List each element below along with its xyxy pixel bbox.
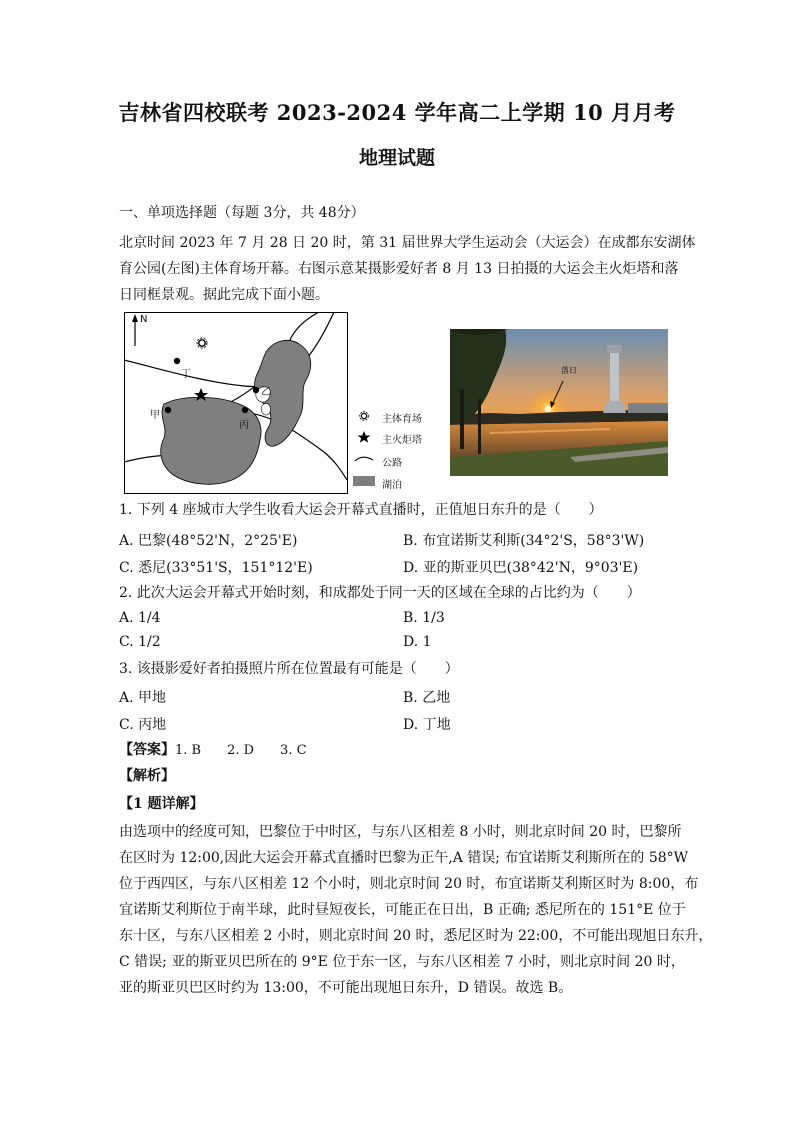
legend-stadium-symbol xyxy=(360,412,369,421)
question-2-option-b: B. 1/3 xyxy=(403,610,445,626)
answer-label: 【答案】 xyxy=(119,742,175,758)
document-subtitle: 地理试题 xyxy=(358,147,435,169)
legend-lake: 湖泊 xyxy=(382,480,402,491)
park-map-svg xyxy=(124,312,424,494)
intro-line-3: 日同框景观。据此完成下面小题。 xyxy=(119,287,329,303)
answer-line xyxy=(119,740,307,761)
question-3-stem: 3. 该摄影爱好者拍摄照片所在位置最有可能是（ ） xyxy=(119,661,459,677)
question-1-option-d: D. 亚的斯亚贝巴(38°42'N，9°03'E) xyxy=(403,560,639,576)
park-map xyxy=(124,312,424,494)
question-1-stem: 1. 下列 4 座城市大学生收看大运会开幕式直播时，正值旭日东升的是（ ） xyxy=(119,502,603,518)
intro-line-1: 北京时间 2023 年 7 月 28 日 20 时，第 31 届世界大学生运动会（大运会）在成都东安湖体 xyxy=(119,235,696,251)
legend-torch-star xyxy=(358,431,371,443)
analysis-line-4: 宜诺斯艾利斯位于南半球，此时昼短夜长，可能正在日出，B 正确; 悉尼所在的 151°E 位于 xyxy=(119,902,686,918)
bridge xyxy=(628,403,668,413)
question-2-stem: 2. 此次大运会开幕式开始时刻，和成都处于同一天的区域在全球的占比约为（ ） xyxy=(119,585,641,601)
analysis-line-2: 在区时为 12:00,因此大运会开幕式直播时巴黎为正午,A 错误; 布宜诺斯艾利斯所在的 58°W xyxy=(119,850,689,866)
analysis-line-3: 位于西四区，与东八区相差 12 个小时，则北京时间 20 时，布宜诺斯艾利斯区时为 8:00，布 xyxy=(119,876,699,892)
point-bing xyxy=(242,407,248,413)
question-2-option-a: A. 1/4 xyxy=(119,610,161,626)
section-heading: 一、单项选择题（每题 3分，共 48分） xyxy=(119,205,365,221)
legend-stadium: 主体育场 xyxy=(382,414,422,425)
label-jia: 甲 xyxy=(150,410,160,421)
question-3-option-d: D. 丁地 xyxy=(403,717,451,733)
answer-values: 1. B 2. D 3. C xyxy=(175,743,307,758)
analysis-line-6: C 错误; 亚的斯亚贝巴所在的 9°E 位于东一区，与东八区相差 7 小时，则北京时间 20 时， xyxy=(119,954,685,970)
sunset-photo-svg xyxy=(450,329,668,476)
legend-lake-swatch xyxy=(353,476,375,486)
point-ding xyxy=(174,358,180,364)
question-3-option-b: B. 乙地 xyxy=(403,690,451,706)
sunset-annotation: 落日 xyxy=(561,366,577,375)
question-3-option-a: A. 甲地 xyxy=(119,690,167,706)
legend-torch: 主火炬塔 xyxy=(382,435,422,446)
legend-road-line xyxy=(355,457,373,461)
question-2-option-c: C. 1/2 xyxy=(119,634,161,650)
analysis-line-1: 由选项中的经度可知，巴黎位于中时区，与东八区相差 8 小时，则北京时间 20 时，巴黎所 xyxy=(119,824,682,840)
sunset-photo xyxy=(450,329,668,476)
point-jia xyxy=(165,407,171,413)
detail-label: 【1 题详解】 xyxy=(119,796,204,812)
question-1-option-a: A. 巴黎(48°52'N，2°25'E) xyxy=(119,533,298,549)
analysis-line-5: 东十区，与东八区相差 2 小时，则北京时间 20 时，悉尼区时为 22:00，不可能出现旭日东升， xyxy=(119,928,713,944)
analysis-label: 【解析】 xyxy=(119,768,175,784)
analysis-line-7: 亚的斯亚贝巴区时约为 13:00，不可能出现旭日东升，D 错误。故选 B。 xyxy=(119,980,573,996)
legend-road: 公路 xyxy=(382,458,402,469)
label-yi: 乙 xyxy=(261,387,271,398)
point-yi xyxy=(253,387,259,393)
question-3-option-c: C. 丙地 xyxy=(119,717,167,733)
question-2-option-d: D. 1 xyxy=(403,634,432,650)
intro-line-2: 育公园(左图)主体育场开幕。右图示意某摄影爱好者 8 月 13 日拍摄的大运会主火炬塔和落 xyxy=(119,261,679,277)
label-bing: 丙 xyxy=(239,420,249,431)
island-2 xyxy=(261,403,270,415)
north-label: N xyxy=(140,314,148,325)
sun xyxy=(545,406,551,412)
question-1-option-b: B. 布宜诺斯艾利斯(34°2'S，58°3'W) xyxy=(403,533,645,549)
question-1-option-c: C. 悉尼(33°51'S，151°12'E) xyxy=(119,560,313,576)
label-ding: 丁 xyxy=(181,369,191,380)
document-title: 吉林省四校联考 2023-2024 学年高二上学期 10 月月考 xyxy=(118,100,676,125)
